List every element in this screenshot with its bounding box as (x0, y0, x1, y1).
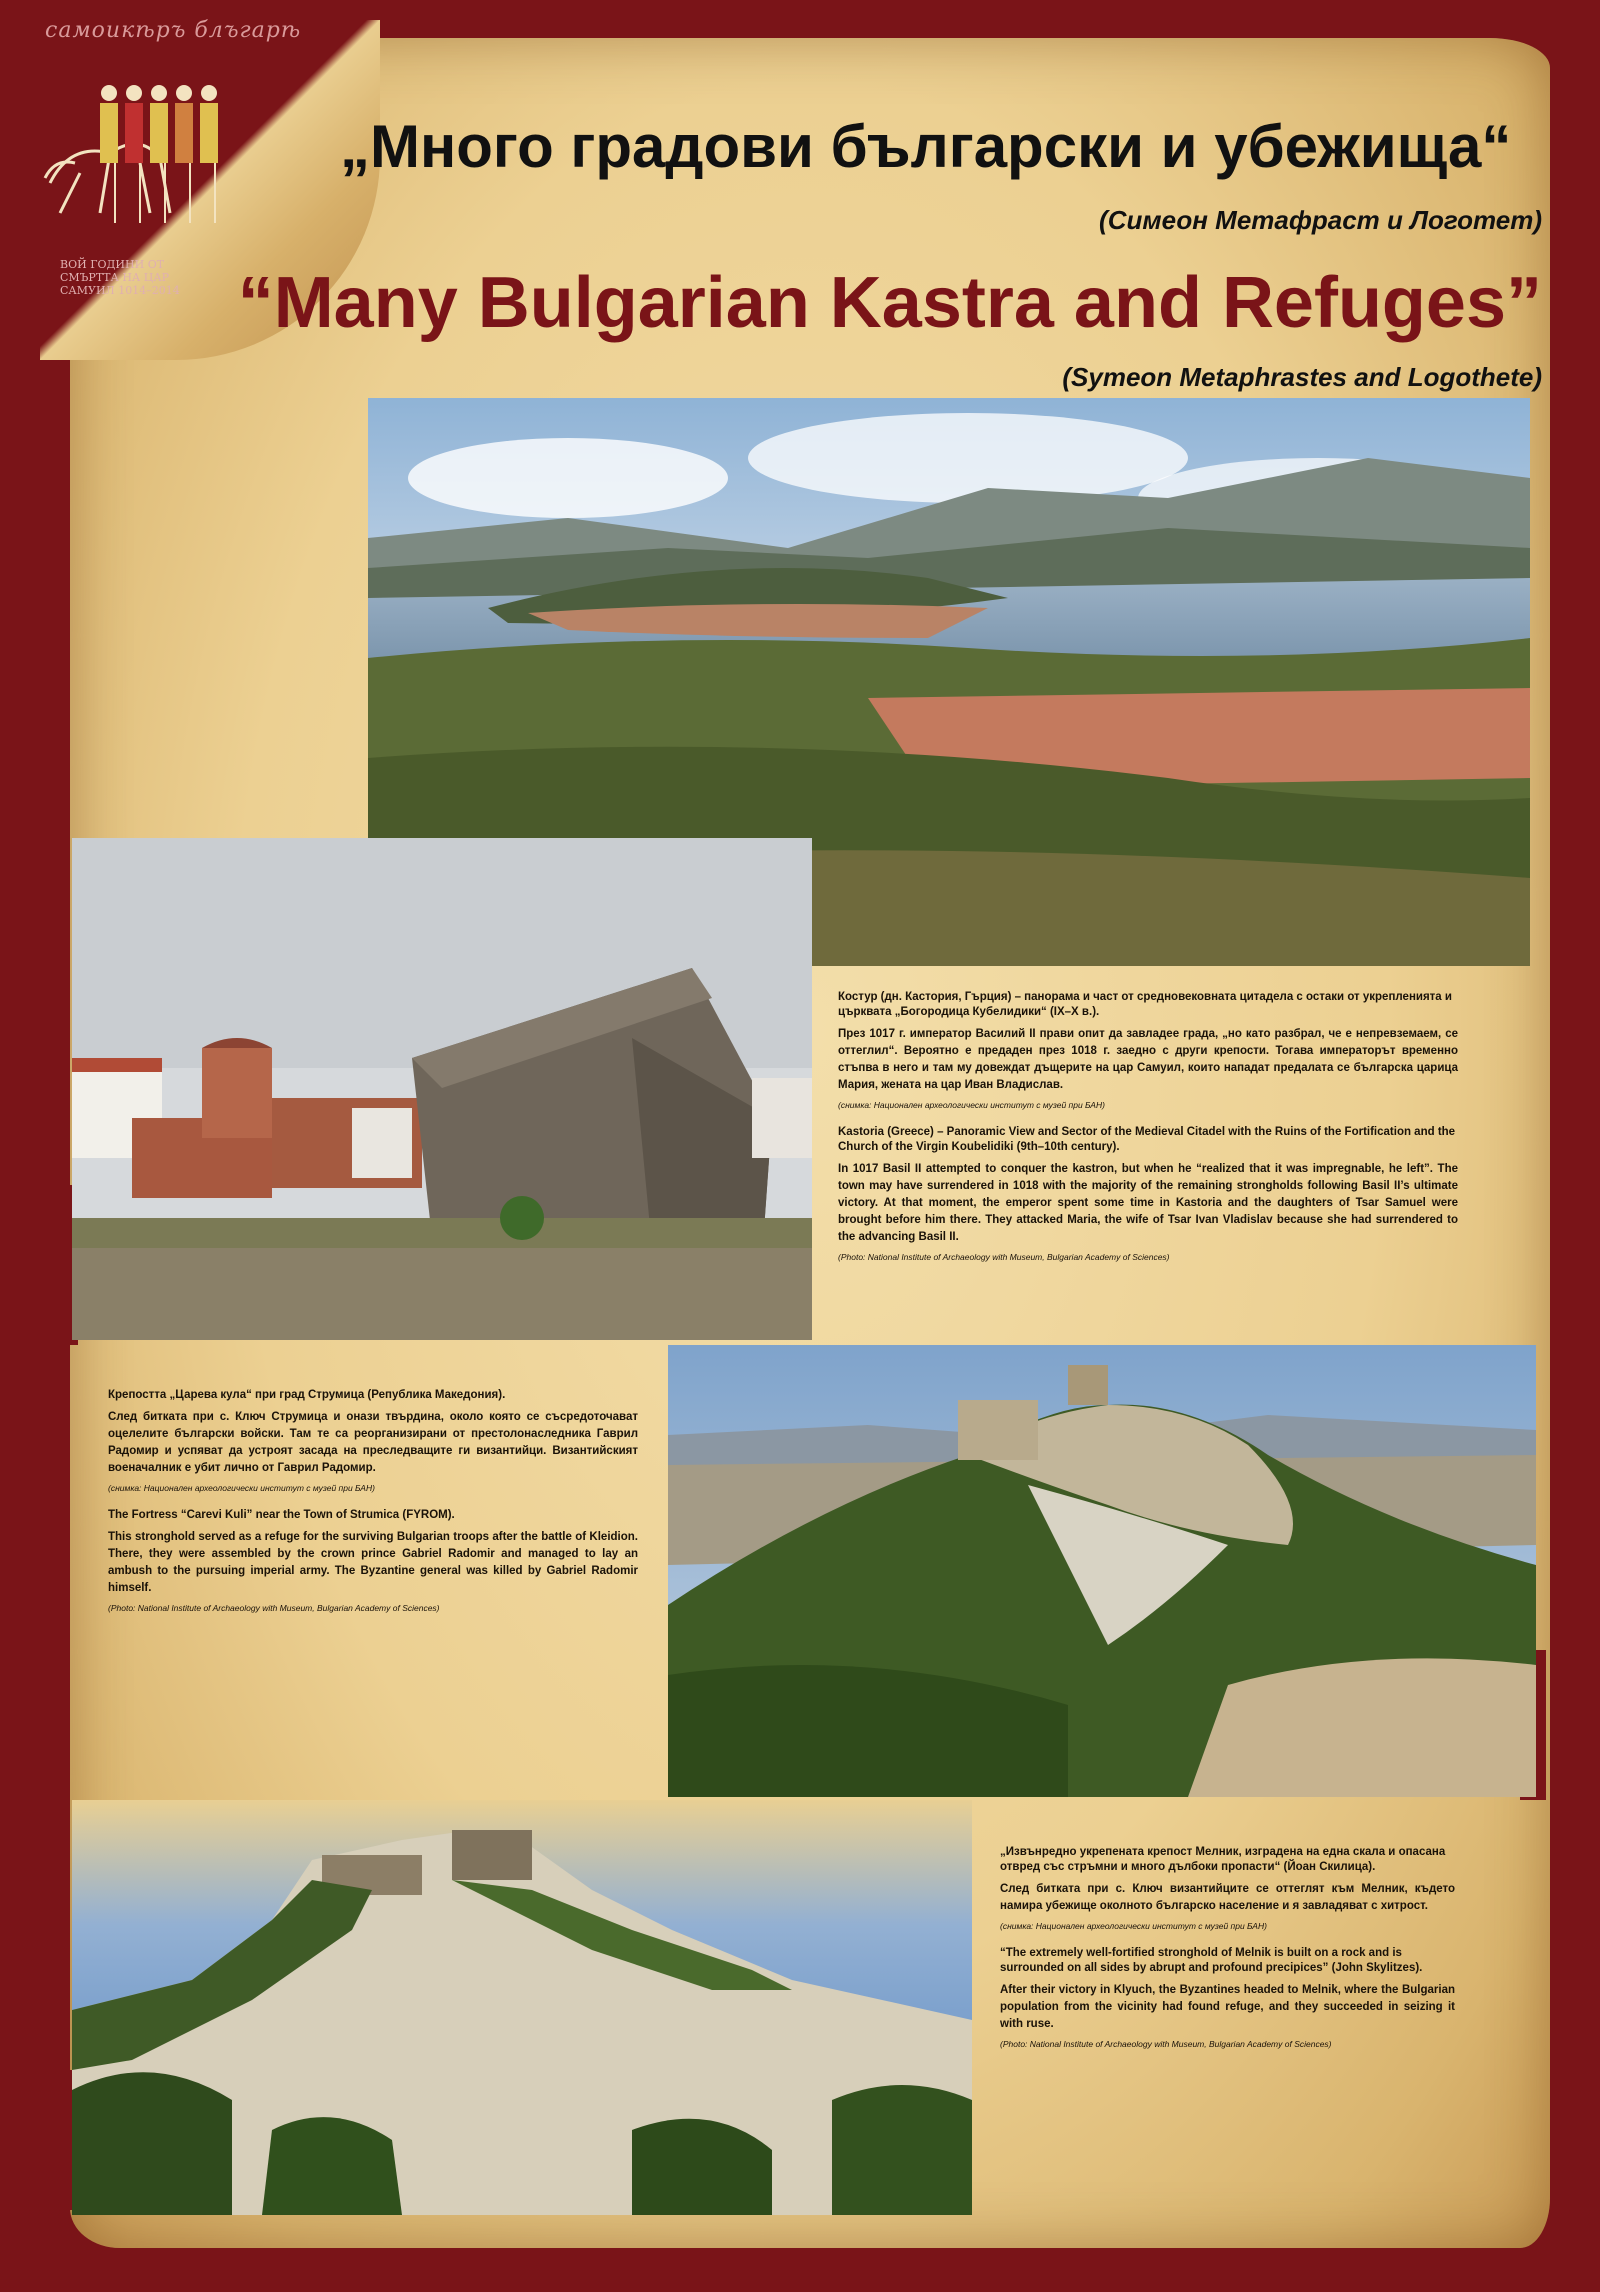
logo-caption: ВОЙ ГОДИНИ ОТ СМЪРТТА НА ЦАР САМУИЛ 1014–2014 (60, 258, 180, 297)
horsemen-logo-icon (40, 63, 280, 233)
melnik-en-credit: (Photo: National Institute of Archaeology with Museum, Bulgarian Academy of Sciences) (1000, 2039, 1332, 2049)
melnik-en-body: After their victory in Klyuch, the Byzantines headed to Melnik, where the Bulgarian population from the vicinity had found refuge, and they succeeded in seizing it with ruse. (1000, 1984, 1455, 2030)
kastoria-en-credit: (Photo: National Institute of Archaeology with Museum, Bulgarian Academy of Sciences) (838, 1252, 1170, 1262)
bulgarian-title: „Много градови български и убежища“ (340, 113, 1512, 180)
kastoria-en-heading: Kastoria (Greece) – Panoramic View and Sector of the Medieval Citadel with the Ruins of the Fortification and the Church of the Virgin Koubelidiki (9th–10th century). (838, 1126, 1456, 1153)
strumica-en-body: This stronghold served as a refuge for the surviving Bulgarian troops after the battle of Kleidion. There, they were assembled by the crown prince Gabriel Radomir and managed to lay an ambush to the pursuing imperial army. The Byzantine general was killed by Gabriel Radomir himself. (108, 1531, 638, 1594)
kastoria-bg-credit: (снимка: Национален археологически институт с музей при БАН) (838, 1100, 1105, 1110)
melnik-description (1000, 1845, 1455, 2064)
strumica-bg-credit: (снимка: Национален археологически институт с музей при БАН) (108, 1483, 375, 1493)
strumica-bg-heading: Крепостта „Царева кула“ при град Струмица (Република Македония). (108, 1389, 506, 1401)
melnik-bg-credit: (снимка: Национален археологически институт с музей при БАН) (1000, 1921, 1267, 1931)
strumica-bg-body: След битката при с. Ключ Струмица и онази твърдина, около която се съсредоточават оцелелите български войски. Там те са реорганизирани от престолонаследника Гаврил Радомир и успяват да устроят засада на преследващите ги византийци. Византийският военачалник е убит лично от Гаврил Радомир. (108, 1411, 638, 1474)
strumica-en-credit: (Photo: National Institute of Archaeology with Museum, Bulgarian Academy of Sciences) (108, 1603, 440, 1613)
melnik-bg-quote: „Извънредно укрепената крепост Мелник, изградена на една скала и опасана отвред със стръмни и много дълбоки пропасти“ (Йоан Скилица). (1000, 1846, 1446, 1873)
strumica-fortress-photo (668, 1345, 1536, 1797)
kastoria-bg-body: През 1017 г. император Василий II прави опит да завладее града, „но като разбрал, че е непревземаем, се оттеглил“. Вероятно е предаден през 1018 г. заедно с други крепости. Тогава императорът временно стъпва в него и там му довеждат дъщерите на цар Самуил, които нападат предалата се българска царица Мария, жената на цар Иван Владислав. (838, 1028, 1458, 1091)
english-attribution: (Symeon Metaphrastes and Logothete) (1062, 362, 1542, 392)
strumica-description (108, 1388, 638, 1628)
kastoria-citadel-photo (72, 838, 812, 1340)
strumica-en-heading: The Fortress “Carevi Kuli” near the Town of Strumica (FYROM). (108, 1509, 455, 1521)
melnik-bg-body: След битката при с. Ключ византийците се оттеглят към Мелник, където намира убежище околното българско население и я завладяват с хитрост. (1000, 1883, 1455, 1912)
logo-script-title: самоикѣръ блъгарѣ (45, 18, 302, 43)
kastoria-bg-heading: Костур (дн. Кастория, Гърция) – панорама и част от средновековната цитадела с остаки от укрепленията и църквата „Богородица Кубелидики“ (IX–X в.). (838, 991, 1452, 1018)
kastoria-en-body: In 1017 Basil II attempted to conquer the kastron, but when he “realized that it was impregnable, he left”. The town may have surrendered in 1018 with the majority of the remaining strongholds following Basil II’s ultimate victory. At that moment, the emperor spent some time in Kastoria and the daughters of Tsar Samuel were brought before him there. They attacked Maria, the wife of Tsar Ivan Vladislav because she had surrendered to the advancing Basil II. (838, 1163, 1458, 1243)
melnik-fortress-photo (72, 1800, 972, 2215)
melnik-en-quote: “The extremely well-fortified stronghold of Melnik is built on a rock and is surrounded on all sides by abrupt and profound precipices” (John Skylitzes). (1000, 1947, 1423, 1974)
kastoria-description (838, 990, 1458, 1277)
english-title: “Many Bulgarian Kastra and Refuges” (237, 263, 1542, 343)
bulgarian-attribution: (Симеон Метафраст и Логотет) (1099, 205, 1542, 235)
